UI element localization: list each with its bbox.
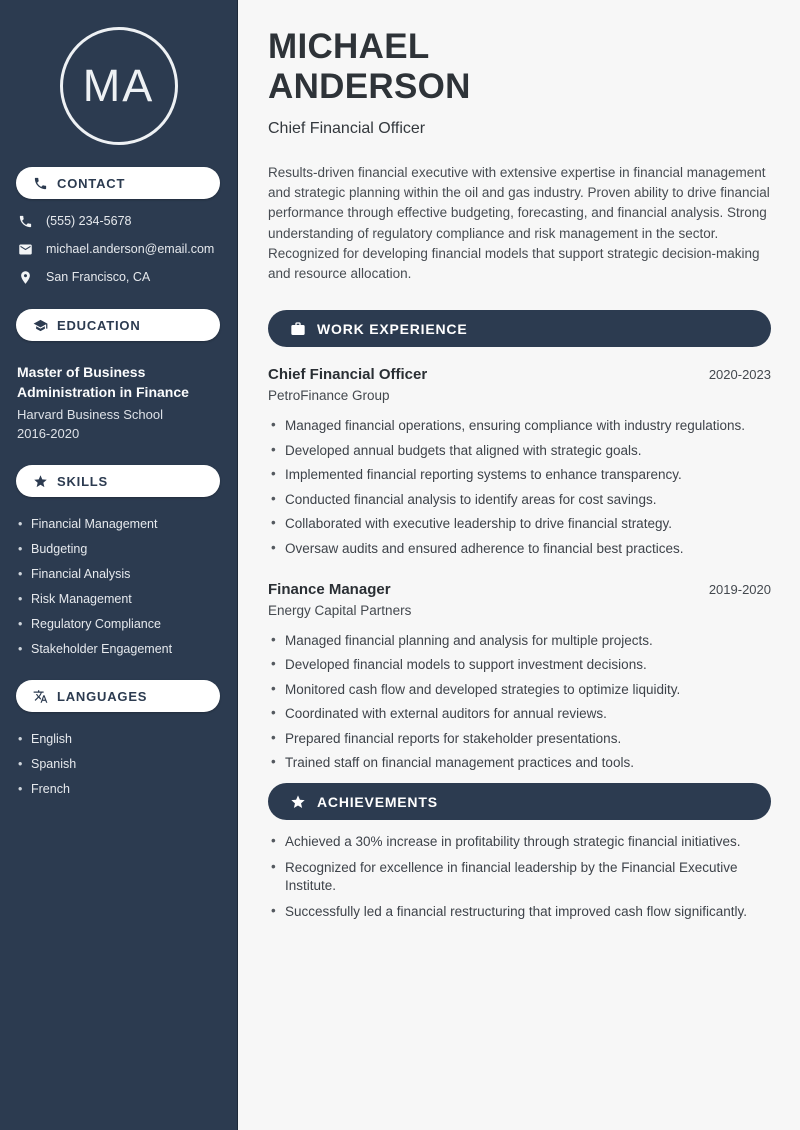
sidebar	[0, 0, 238, 1130]
location-pin-icon	[18, 270, 33, 285]
skill-item: • Financial Management	[18, 515, 223, 533]
skill-item: • Stakeholder Engagement	[18, 640, 223, 658]
job-bullet: • Conducted financial analysis to identify areas for cost savings.	[268, 491, 771, 509]
person-job-title: Chief Financial Officer	[268, 120, 426, 137]
job-header	[268, 581, 771, 598]
job-bullet: • Oversaw audits and ensured adherence to financial best practices.	[268, 540, 771, 558]
achievement-bullet: • Achieved a 30% increase in profitability through strategic financial initiatives.	[268, 833, 771, 851]
education-entry	[17, 363, 221, 443]
avatar-initials: MA	[82, 60, 155, 111]
languages-list	[18, 730, 223, 798]
achievement-bullet: • Recognized for excellence in financial leadership by the Financial Executive Institute.	[268, 859, 771, 895]
education-section-header	[16, 309, 220, 341]
job-company: PetroFinance Group	[268, 388, 390, 404]
contact-location-row	[18, 268, 223, 287]
language-item: • French	[18, 780, 223, 798]
contact-phone-value: (555) 234-5678	[46, 214, 132, 228]
job-company: Energy Capital Partners	[268, 602, 412, 618]
education-years: 2016-2020	[17, 426, 80, 441]
contact-section-title: CONTACT	[57, 175, 126, 191]
job-bullet: • Monitored cash flow and developed strategies to optimize liquidity.	[268, 681, 771, 699]
work-experience-title: WORK EXPERIENCE	[317, 320, 468, 337]
job-bullet: • Managed financial operations, ensuring compliance with industry regulations.	[268, 417, 771, 435]
skills-section-title: SKILLS	[57, 473, 109, 489]
contact-phone-row	[18, 212, 223, 231]
job-bullet: • Collaborated with executive leadership to drive financial strategy.	[268, 515, 771, 533]
person-name	[268, 27, 771, 107]
job-bullet: • Prepared financial reports for stakeholder presentations.	[268, 730, 771, 748]
translate-icon	[33, 689, 48, 704]
job-bullet: • Managed financial planning and analysis for multiple projects.	[268, 632, 771, 650]
skills-section-header	[16, 465, 220, 497]
contact-section-header	[16, 167, 220, 199]
phone-icon	[33, 176, 48, 191]
skills-list	[18, 515, 223, 658]
skill-item: • Risk Management	[18, 590, 223, 608]
contact-email-row	[18, 240, 223, 259]
contact-location-value: San Francisco, CA	[46, 270, 151, 284]
contact-email-value: michael.anderson@email.com	[46, 242, 215, 256]
job-entry	[268, 366, 771, 558]
graduation-cap-icon	[33, 318, 48, 333]
job-role: Finance Manager	[268, 580, 391, 598]
job-bullet: • Trained staff on financial management practices and tools.	[268, 754, 771, 772]
contact-list	[18, 212, 223, 287]
language-item: • Spanish	[18, 755, 223, 773]
job-bullet: • Coordinated with external auditors for annual reviews.	[268, 705, 771, 723]
main-content	[238, 0, 800, 1130]
achievements-title: ACHIEVEMENTS	[317, 793, 438, 810]
skill-item: • Regulatory Compliance	[18, 615, 223, 633]
education-section-title: EDUCATION	[57, 317, 141, 333]
job-bullet-list	[268, 632, 771, 773]
last-name: ANDERSON	[268, 67, 471, 106]
job-bullet: • Developed annual budgets that aligned with strategic goals.	[268, 442, 771, 460]
job-bullet-list	[268, 417, 771, 558]
education-degree: Master of Business Administration in Finance	[17, 364, 189, 400]
job-dates: 2020-2023	[708, 367, 771, 383]
briefcase-icon	[290, 321, 306, 337]
email-icon	[18, 242, 33, 257]
star-icon	[33, 474, 48, 489]
achievement-bullet: • Successfully led a financial restructuring that improved cash flow significantly.	[268, 903, 771, 921]
education-school: Harvard Business School	[17, 407, 163, 422]
achievements-list	[268, 833, 771, 921]
work-experience-section-header	[268, 310, 771, 347]
skill-item: • Budgeting	[18, 540, 223, 558]
achievements-section-header	[268, 783, 771, 820]
language-item: • English	[18, 730, 223, 748]
first-name: MICHAEL	[268, 27, 430, 66]
skill-item: • Financial Analysis	[18, 565, 223, 583]
professional-summary: Results-driven financial executive with extensive expertise in financial management and strategic planning within the oil and gas industry. Proven ability to drive financial performance through effective budgeting, forecasting, and financial analysis. Strong understanding of regulatory compliance and risk management in the sector. Recognized for developing financial models that support strategic decision-making and resource allocation.	[268, 165, 770, 282]
job-header	[268, 366, 771, 383]
phone-icon	[18, 214, 33, 229]
languages-section-title: LANGUAGES	[57, 688, 148, 704]
languages-section-header	[16, 680, 220, 712]
job-bullet: • Implemented financial reporting systems to enhance transparency.	[268, 466, 771, 484]
job-bullet: • Developed financial models to support investment decisions.	[268, 656, 771, 674]
job-role: Chief Financial Officer	[268, 366, 428, 384]
job-entry	[268, 581, 771, 773]
avatar	[60, 27, 178, 145]
star-icon	[290, 794, 306, 810]
job-dates: 2019-2020	[708, 581, 771, 597]
